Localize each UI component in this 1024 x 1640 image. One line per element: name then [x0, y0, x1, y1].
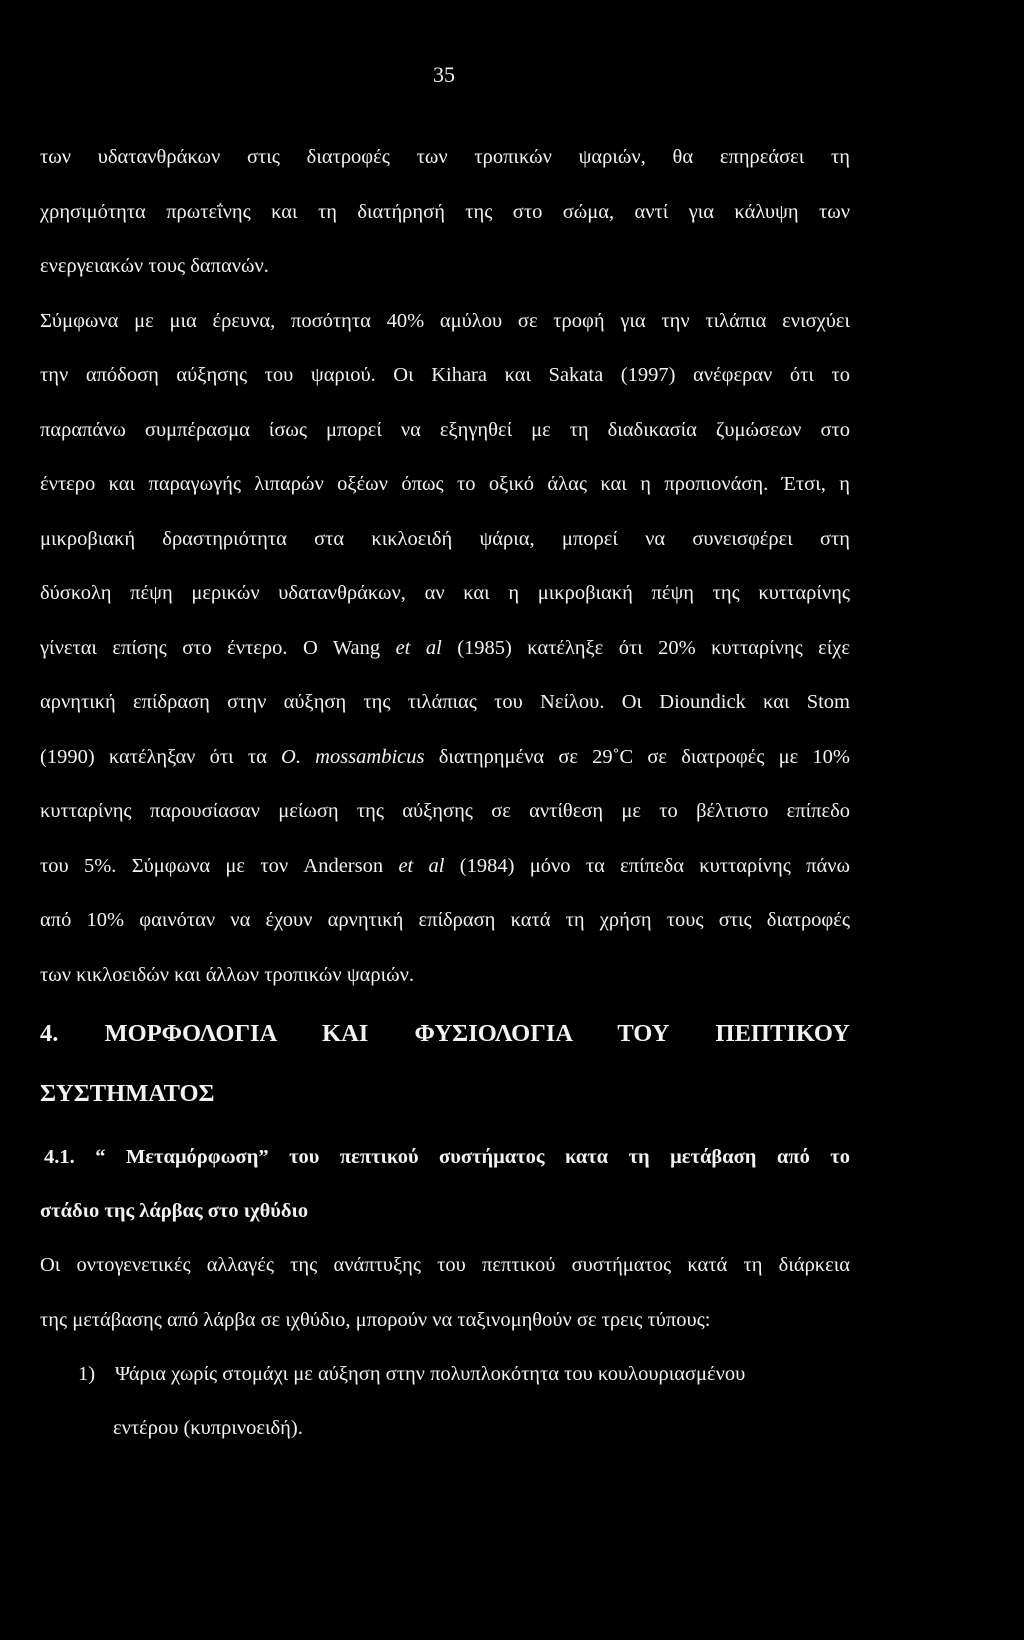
- section-heading-continued: ΣΥΣΤΗΜΑΤΟΣ: [40, 1080, 215, 1107]
- text-line: ενεργειακών τους δαπανών.: [40, 255, 269, 277]
- list-item-continued: εντέρου (κυπρινοειδή).: [113, 1417, 303, 1439]
- text-line: κυτταρίνης παρουσίασαν μείωση της αύξησης σε αντίθεση με το βέλτιστο επίπεδο: [40, 800, 850, 822]
- list-item-text: Ψάρια χωρίς στομάχι με αύξηση στην πολυπλοκότητα του κουλουριασμένου: [115, 1363, 746, 1385]
- subsection-heading: 4.1. “ Μεταμόρφωση” του πεπτικού συστήματος κατα τη μετάβαση από το: [44, 1146, 850, 1168]
- text-run: του 5%. Σύμφωνα με τον Anderson: [40, 854, 399, 877]
- page-number: 35: [433, 62, 455, 87]
- text-run: (1984) μόνο τα επίπεδα κυτταρίνης πάνω: [444, 854, 850, 877]
- text-run: (1990) κατέληξαν ότι τα: [40, 745, 282, 768]
- text-line: παραπάνω συμπέρασμα ίσως μπορεί να εξηγηθεί με τη διαδικασία ζυμώσεων στο: [40, 418, 850, 441]
- text-line: [40, 730, 850, 785]
- text-line: από 10% φαινόταν να έχουν αρνητική επίδραση κατά τη χρήση τους στις διατροφές: [40, 909, 850, 931]
- italic-citation: et al: [395, 636, 442, 659]
- text-line: δύσκολη πέψη μερικών υδατανθράκων, αν και η μικροβιακή πέψη της κυτταρίνης: [40, 582, 850, 604]
- italic-species-name: O. mossambicus: [281, 745, 425, 768]
- text-line: έντερο και παραγωγής λιπαρών οξέων όπως το οξικό άλας και η προπιονάση. Έτσι, η: [40, 473, 850, 495]
- section-heading: 4. ΜΟΡΦΟΛΟΓΙΑ ΚΑΙ ΦΥΣΙΟΛΟΓΙΑ ΤΟΥ ΠΕΠΤΙΚΟΥ: [40, 1020, 850, 1047]
- page-content: [40, 130, 850, 1455]
- text-line: αρνητική επίδραση στην αύξηση της τιλάπιας του Νείλου. Οι Dioundick και Stom: [40, 691, 850, 713]
- text-line: [40, 621, 850, 676]
- text-line: των υδατανθράκων στις διατροφές των τροπικών ψαριών, θα επηρεάσει τη: [40, 146, 850, 168]
- text-line: Σύμφωνα με μια έρευνα, ποσότητα 40% αμύλου σε τροφή για την τιλάπια ενισχύει: [40, 309, 850, 332]
- text-line: των κικλοειδών και άλλων τροπικών ψαριών.: [40, 963, 415, 986]
- text-run: γίνεται επίσης στο έντερο. O Wang: [40, 636, 396, 659]
- text-run: (1985) κατέληξε ότι 20% κυτταρίνης είχε: [441, 636, 850, 659]
- list-item-number: 1): [78, 1363, 96, 1385]
- list-item: [40, 1347, 850, 1401]
- text-line: χρησιμότητα πρωτεΐνης και τη διατήρησή της στο σώμα, αντί για κάλυψη των: [40, 200, 850, 223]
- text-line: [40, 839, 850, 894]
- text-run: διατηρημένα σε 29˚C σε διατροφές με 10%: [424, 745, 850, 768]
- text-line: της μετάβασης από λάρβα σε ιχθύδιο, μπορούν να ταξινομηθούν σε τρεις τύπους:: [40, 1308, 711, 1331]
- text-line: την απόδοση αύξησης του ψαριού. Οι Kihara και Sakata (1997) ανέφεραν ότι το: [40, 364, 850, 386]
- italic-citation: et al: [398, 854, 445, 877]
- text-line: Οι οντογενετικές αλλαγές της ανάπτυξης του πεπτικού συστήματος κατά τη διάρκεια: [40, 1254, 850, 1276]
- text-line: μικροβιακή δραστηριότητα στα κικλοειδή ψάρια, μπορεί να συνεισφέρει στη: [40, 527, 850, 550]
- subsection-heading-continued: στάδιο της λάρβας στο ιχθύδιο: [40, 1200, 309, 1222]
